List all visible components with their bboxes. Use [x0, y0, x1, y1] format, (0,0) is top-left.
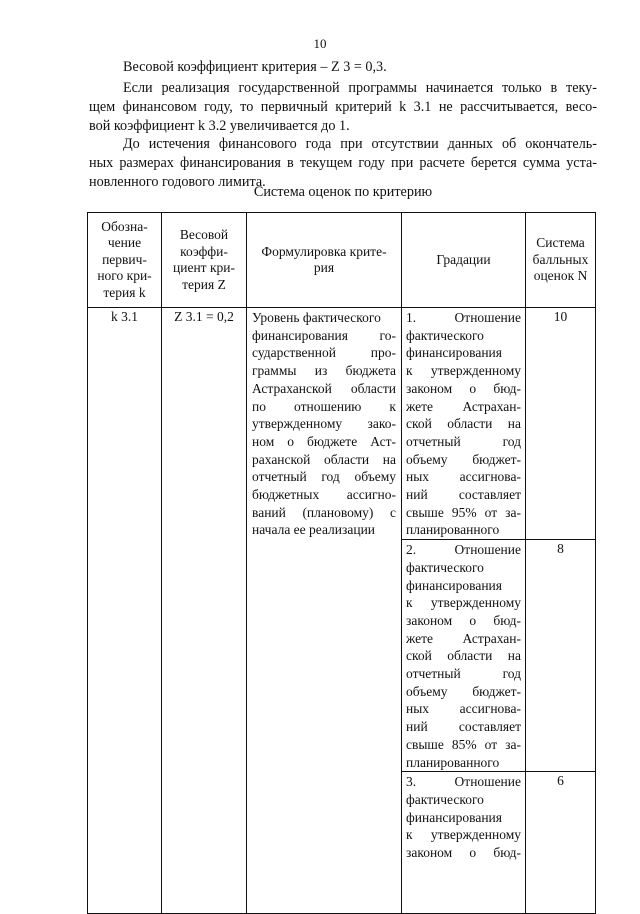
score-cell: 8 — [526, 540, 596, 772]
paragraph-weight — [89, 58, 597, 77]
wording-cell: Уровень фактического финансирования го- сударственной про- граммы из бюджета Астраханской области по отношению к утвержденному зако- ном о бюджете Аст- раханской области на отчетный год объему бюджетных ассигно- ваний (плановому) с начала ее реализации — [247, 308, 402, 914]
gradation-cell: 2. Отношение фактического финансирования к утвержденному законом о бюд- жете Астрахан- ской области на отчетный год объему бюджет- ных ассигнова- ний составляет свыше 85% от за- планированного — [402, 540, 526, 772]
criterion-cell: k 3.1 — [88, 308, 162, 914]
header-score-system: Система балльных оценок N — [526, 213, 596, 308]
paragraph-program-start — [89, 79, 597, 136]
paragraph-line: щем финансовом году, то первичный критерий k 3.1 не рассчитывается, весо- — [89, 99, 597, 115]
table-row — [88, 308, 596, 540]
paragraph-line: Весовой коэффициент критерия – Z 3 = 0,3. — [123, 59, 387, 75]
header-wording: Формулировка крите- рия — [247, 213, 402, 308]
paragraph-line: ных размерах финансирования в текущем году при расчете берется сумма уста- — [89, 155, 597, 171]
weight-cell: Z 3.1 = 0,2 — [162, 308, 247, 914]
header-weight: Весовой коэффи- циент кри- терия Z — [162, 213, 247, 308]
paragraph-line: новленного годового лимита. — [89, 174, 266, 190]
score-cell: 6 — [526, 772, 596, 914]
gradation-cell: 1. Отношение фактического финансирования к утвержденному законом о бюд- жете Астрахан- ской области на отчетный год объему бюджет- ных ассигнова- ний составляет свыше 95% от за- планированного — [402, 308, 526, 540]
header-criterion: Обозна- чение первич- ного кри- терия k — [88, 213, 162, 308]
paragraph-line: вой коэффициент k 3.2 увеличивается до 1. — [89, 118, 350, 134]
table-header-row — [88, 213, 596, 308]
criteria-table — [87, 212, 596, 914]
gradation-cell: 3. Отношение фактического финансирования к утвержденному законом о бюд- — [402, 772, 526, 914]
table-caption: Система оценок по критерию — [253, 184, 433, 200]
paragraph-line: До истечения финансового года при отсутствии данных об окончатель- — [123, 136, 597, 152]
paragraph-line: Если реализация государственной программы начинается только в теку- — [123, 80, 597, 96]
page-number: 10 — [313, 36, 327, 51]
header-gradations: Градации — [402, 213, 526, 308]
score-cell: 10 — [526, 308, 596, 540]
